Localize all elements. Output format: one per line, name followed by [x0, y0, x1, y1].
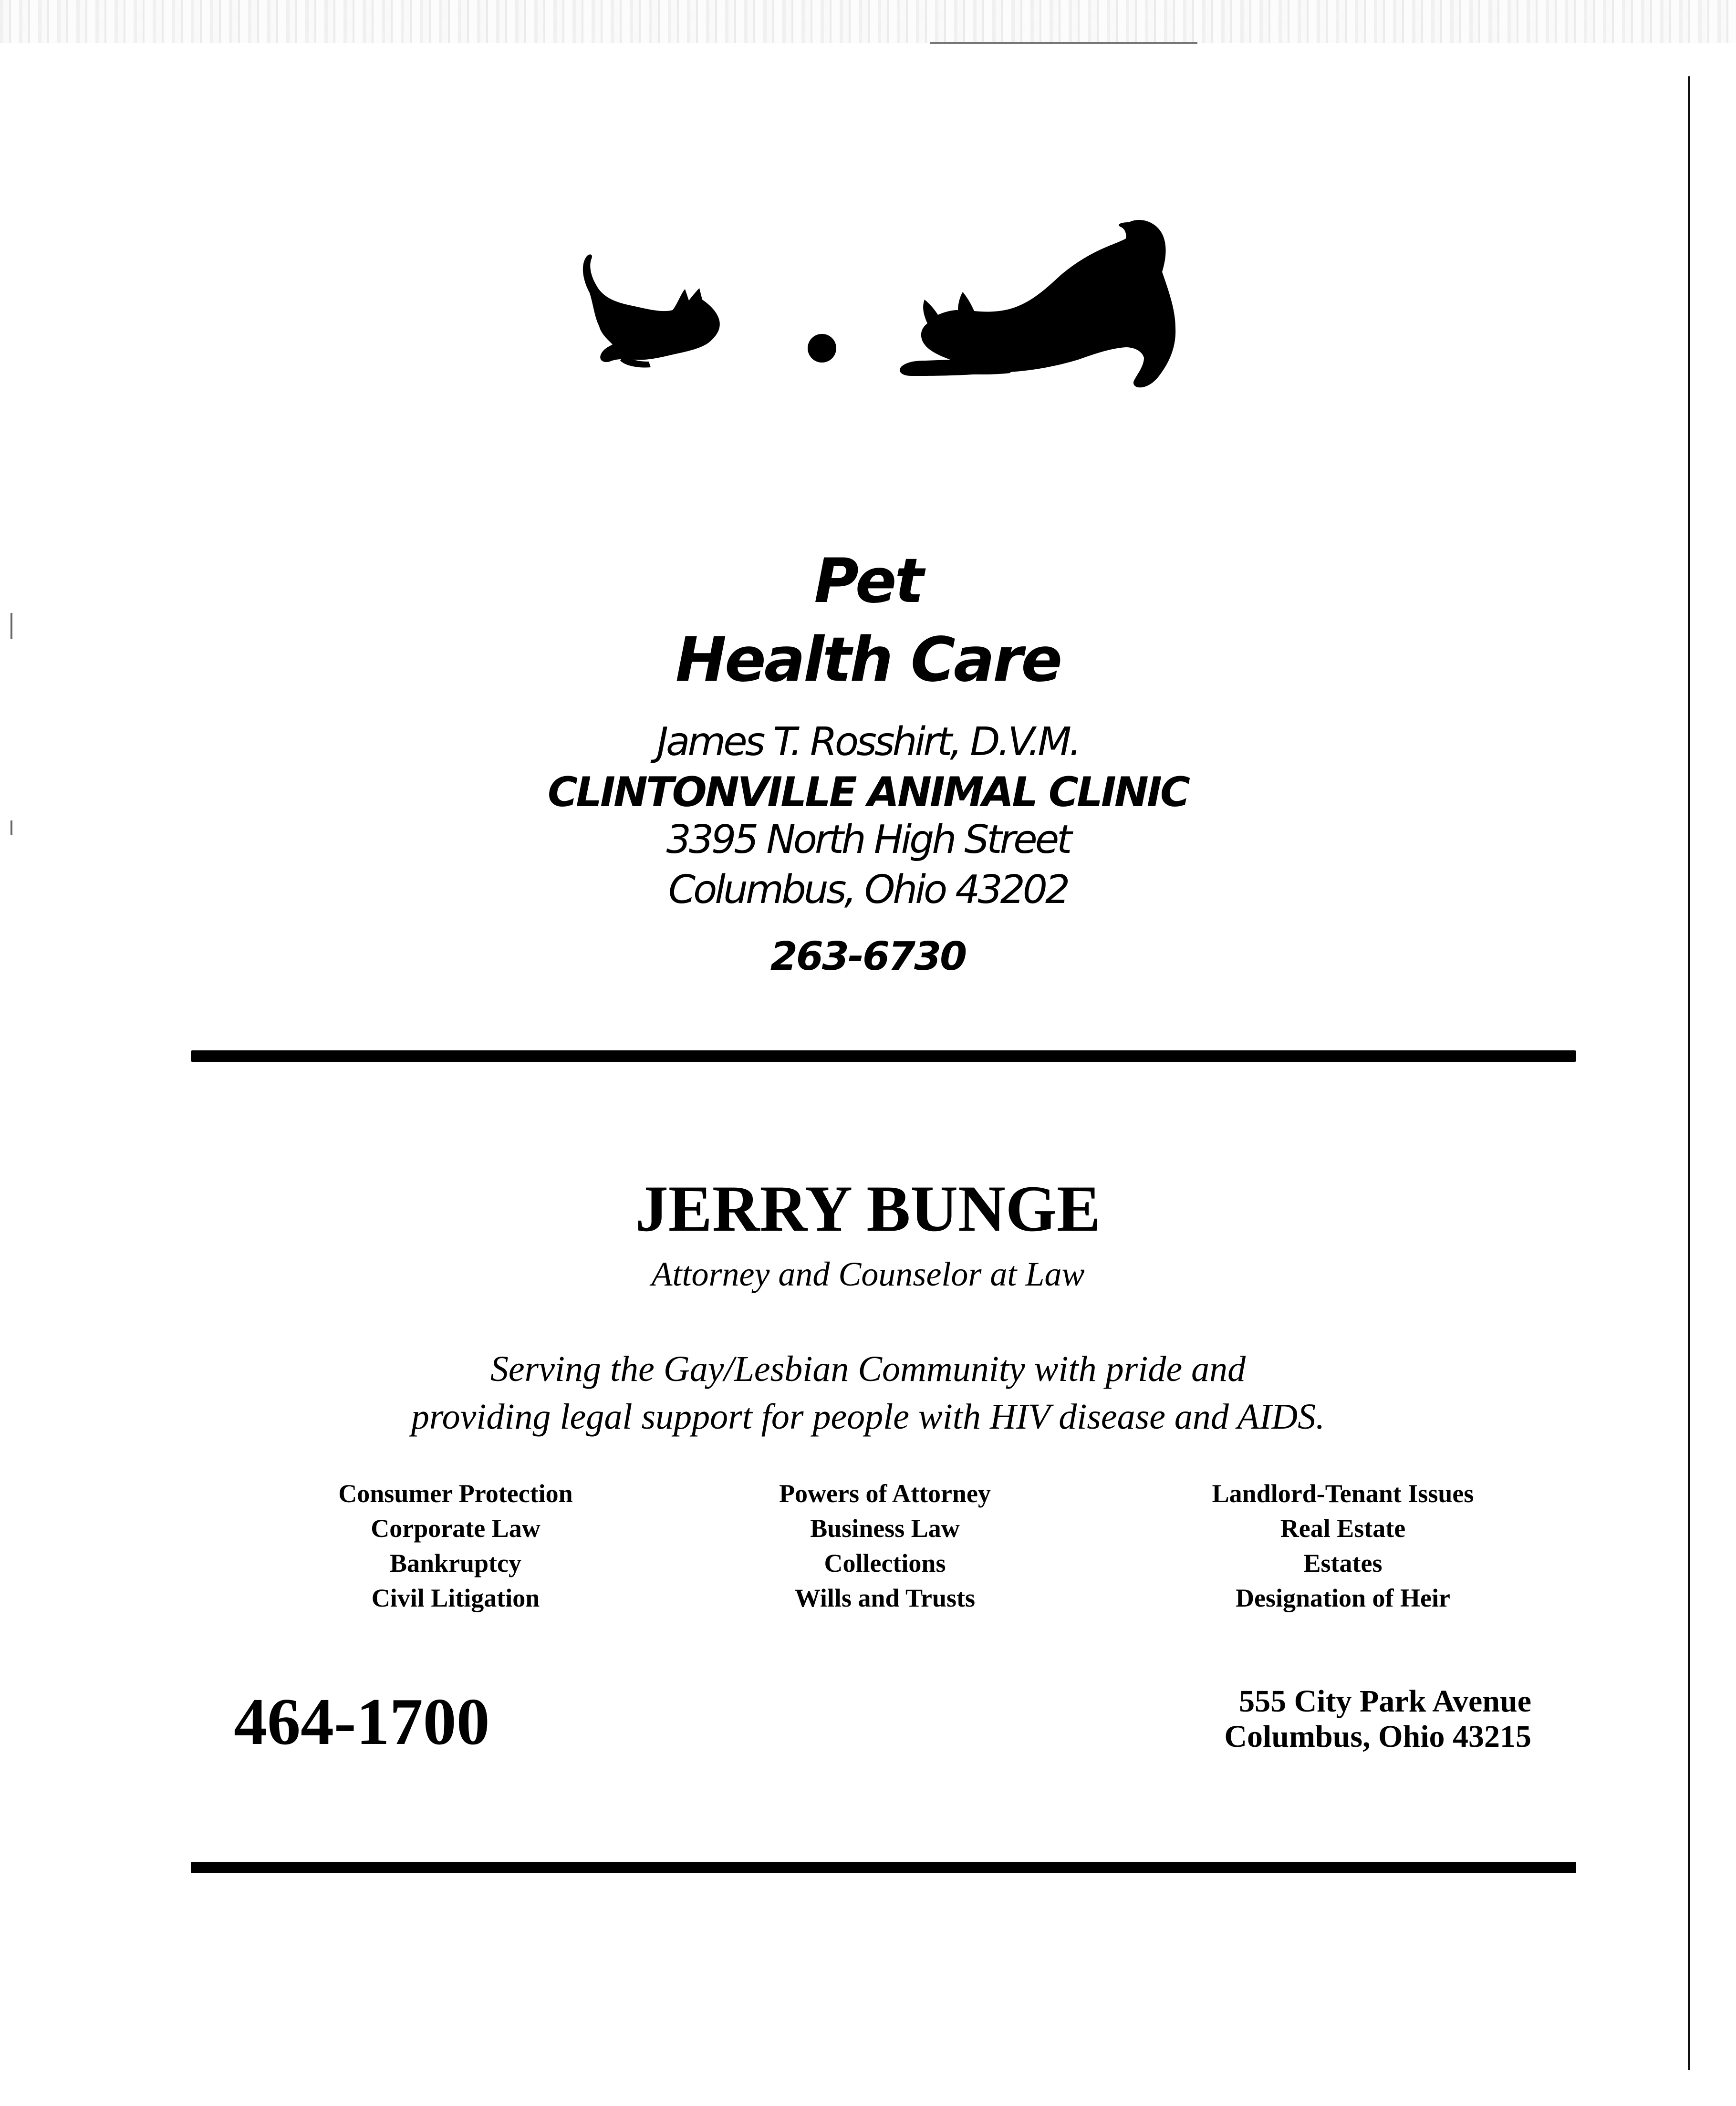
practice-area-item: Civil Litigation: [371, 1584, 540, 1612]
attorney-city-address: Columbus, Ohio 43215: [1224, 1719, 1531, 1754]
attorney-tagline-line-2: providing legal support for people with HIV disease and AIDS.: [411, 1397, 1325, 1437]
practice-area-item: Bankruptcy: [389, 1549, 522, 1577]
pet-city-address: Columbus, Ohio 43202: [668, 867, 1068, 913]
pet-doctor-name: James T. Rosshirt, D.V.M.: [656, 719, 1080, 765]
attorney-address: [1150, 1684, 1531, 1754]
bottom-divider-rule: [191, 1862, 1576, 1873]
attorney-phone-number: 464-1700: [234, 1685, 490, 1759]
practice-area-item: Real Estate: [1280, 1514, 1406, 1543]
attorney-subtitle: Attorney and Counselor at Law: [651, 1255, 1085, 1293]
section-divider-rule: [191, 1050, 1576, 1062]
practice-areas-column-3: [1128, 1476, 1558, 1616]
attorney-tagline-line-1: Serving the Gay/Lesbian Community with pride and: [490, 1349, 1246, 1389]
ball-icon: [808, 334, 836, 363]
pet-title-line-2: Health Care: [675, 624, 1061, 695]
scan-edge-noise: [0, 0, 1736, 43]
scan-top-rule: [930, 42, 1197, 44]
practice-areas-column-1: [241, 1476, 670, 1616]
practice-area-item: Powers of Attorney: [779, 1479, 991, 1508]
practice-area-item: Business Law: [810, 1514, 960, 1543]
practice-area-item: Wills and Trusts: [794, 1584, 976, 1612]
practice-area-item: Landlord-Tenant Issues: [1212, 1479, 1474, 1508]
pet-street-address: 3395 North High Street: [666, 817, 1070, 862]
pet-phone-number: 263-6730: [770, 934, 966, 979]
practice-area-item: Consumer Protection: [338, 1479, 573, 1508]
practice-area-item: Corporate Law: [371, 1514, 541, 1543]
practice-area-item: Collections: [824, 1549, 946, 1577]
pet-title-line-1: Pet: [814, 546, 922, 617]
pet-illustration: [572, 219, 1221, 444]
kitten-silhouette-icon: [583, 254, 720, 367]
practice-area-item: Designation of Heir: [1236, 1584, 1450, 1612]
pet-clinic-name: CLINTONVILLE ANIMAL CLINIC: [548, 768, 1188, 816]
practice-areas-column-2: [670, 1476, 1100, 1616]
attorney-name: JERRY BUNGE: [635, 1172, 1101, 1245]
page-edge-line: [1688, 76, 1690, 2070]
practice-area-item: Estates: [1303, 1549, 1383, 1577]
attorney-street-address: 555 City Park Avenue: [1239, 1684, 1531, 1719]
cat-stretching-silhouette-icon: [900, 220, 1175, 387]
